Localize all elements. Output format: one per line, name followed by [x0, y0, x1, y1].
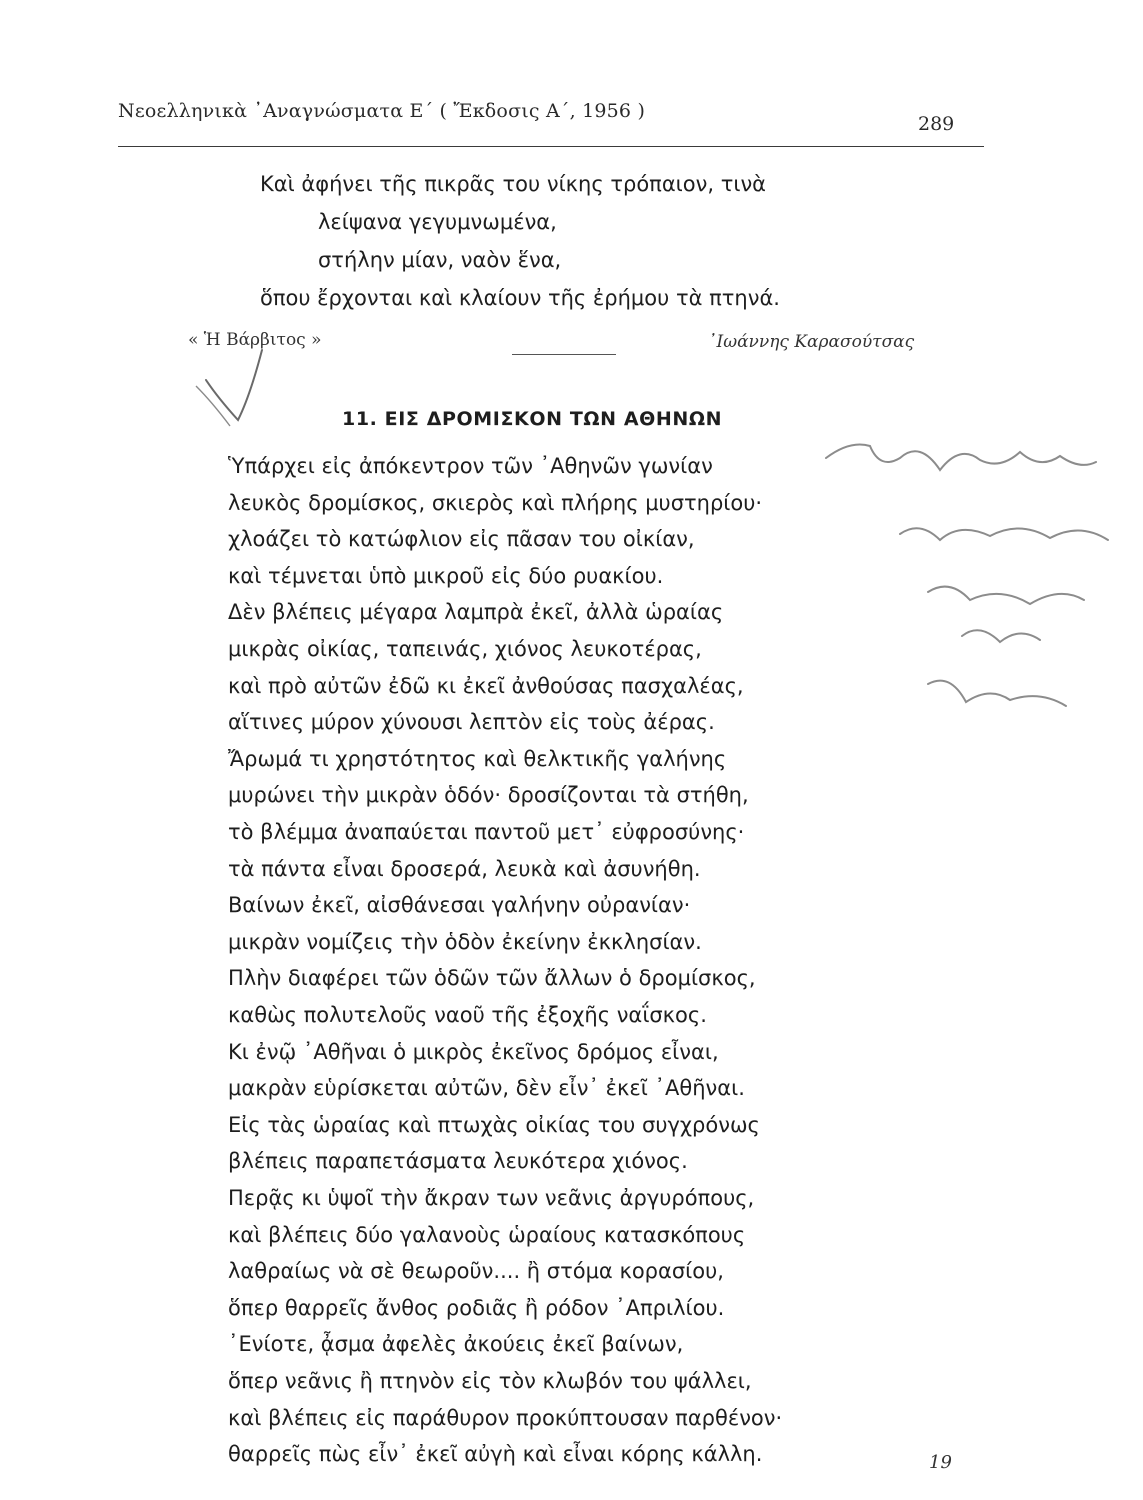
poem-line: Βαίνων ἐκεῖ, αἰσθάνεσαι γαλήνην οὐρανίαν· — [228, 893, 691, 918]
checkmark-icon — [206, 350, 262, 420]
poem-line: Περᾷς κι ὑψοῖ τὴν ἄκραν των νεᾶνις ἀργυρόπους, — [228, 1186, 755, 1210]
poem-line: Δὲν βλέπεις μέγαρα λαμπρὰ ἐκεῖ, ἀλλὰ ὡραίας — [228, 600, 724, 625]
poem-line: ὅπερ νεᾶνις ἢ πτηνὸν εἰς τὸν κλωβόν του ψάλλει, — [228, 1369, 752, 1393]
poem-line: τὰ πάντα εἶναι δροσερά, λευκὰ καὶ ἀσυνήθη. — [228, 856, 701, 881]
poem-line: καὶ πρὸ αὐτῶν ἐδῶ κι ἐκεῖ ἀνθούσας πασχαλέας, — [228, 673, 744, 698]
page-number: 289 — [918, 113, 955, 135]
stanza-line: ὅπου ἔρχονται καὶ κλαίουν τῆς ἐρήμου τὰ πτηνά. — [260, 286, 780, 310]
poem-line: μυρώνει τὴν μικρὰν ὁδόν· δροσίζονται τὰ στήθη, — [228, 783, 749, 808]
source-citation: « Ἡ Βάρβιτος » — [188, 330, 322, 350]
margin-scribble-icon — [826, 445, 1108, 707]
poem-line: Πλὴν διαφέρει τῶν ὁδῶν τῶν ἄλλων ὁ δρομίσκος, — [228, 966, 756, 991]
poem-line: ὅπερ θαρρεῖς ἄνθος ροδιᾶς ἢ ρόδον ᾿Απριλίου. — [228, 1295, 725, 1320]
stanza-line: στήλην μίαν, ναὸν ἕνα, — [318, 248, 562, 272]
poem-line: καὶ βλέπεις εἰς παράθυρον προκύπτουσαν παρθένον· — [228, 1405, 783, 1430]
poem-line: καὶ βλέπεις δύο γαλανοὺς ὡραίους κατασκόπους — [228, 1222, 746, 1247]
poem-line: χλοάζει τὸ κατώφλιον εἰς πᾶσαν του οἰκίαν, — [228, 527, 695, 552]
poem-line: Εἰς τὰς ὡραίας καὶ πτωχὰς οἰκίας του συγχρόνως — [228, 1112, 760, 1137]
poem-line: Ὑπάρχει εἰς ἀπόκεντρον τῶν ᾿Αθηνῶν γωνίαν — [228, 454, 713, 478]
poem-line: τὸ βλέμμα ἀναπαύεται παντοῦ μετ᾿ εὐφροσύνης· — [228, 820, 745, 844]
stanza-line: λείψανα γεγυμνωμένα, — [318, 210, 557, 234]
poem-line: λαθραίως νὰ σὲ θεωροῦν.... ἢ στόμα κορασίου, — [228, 1259, 724, 1284]
running-head: Νεοελληνικὰ ᾿Αναγνώσματα Ε΄ ( Ἔκδοσις Α΄, 1956 ) — [118, 100, 646, 122]
poem-line: αἵτινες μύρον χύνουσι λεπτὸν εἰς τοὺς ἀέρας. — [228, 710, 715, 735]
poem-line: Κι ἐνῷ ᾿Αθῆναι ὁ μικρὸς ἐκεῖνος δρόμος εἶναι, — [228, 1039, 719, 1064]
poem-line: Ἄρωμά τι χρηστότητος καὶ θελκτικῆς γαλήνης — [228, 746, 727, 771]
poem-line: μικρὰς οἰκίας, ταπεινάς, χιόνος λευκοτέρας, — [228, 637, 702, 661]
poem-title: 11. ΕΙΣ ΔΡΟΜΙΣΚΟΝ ΤΩΝ ΑΘΗΝΩΝ — [342, 408, 723, 430]
poem-line: ᾿Ενίοτε, ᾆσμα ἀφελὲς ἀκούεις ἐκεῖ βαίνων, — [228, 1332, 684, 1357]
folio-number: 19 — [929, 1452, 952, 1473]
poem-line: λευκὸς δρομίσκος, σκιερὸς καὶ πλήρης μυστηρίου· — [228, 490, 763, 515]
poem-line: θαρρεῖς πὼς εἶν᾿ ἐκεῖ αὐγὴ καὶ εἶναι κόρης κάλλη. — [228, 1442, 763, 1467]
poem-line: βλέπεις παραπετάσματα λευκότερα χιόνος. — [228, 1149, 688, 1174]
poem-line: μακρὰν εὑρίσκεται αὐτῶν, δὲν εἶν᾿ ἐκεῖ ᾿Αθῆναι. — [228, 1076, 745, 1101]
poem-line: καθὼς πολυτελοῦς ναοῦ τῆς ἐξοχῆς ναΐσκος. — [228, 1003, 707, 1027]
stanza-line: Καὶ ἀφήνει τῆς πικρᾶς του νίκης τρόπαιον, τινὰ — [260, 172, 767, 196]
poem-line: καὶ τέμνεται ὑπὸ μικροῦ εἰς δύο ρυακίου. — [228, 563, 664, 588]
author-attribution: ᾿Ιωάννης Καρασούτσας — [708, 332, 915, 352]
poem-line: μικρὰν νομίζεις τὴν ὁδὸν ἐκείνην ἐκκλησίαν. — [228, 929, 702, 954]
